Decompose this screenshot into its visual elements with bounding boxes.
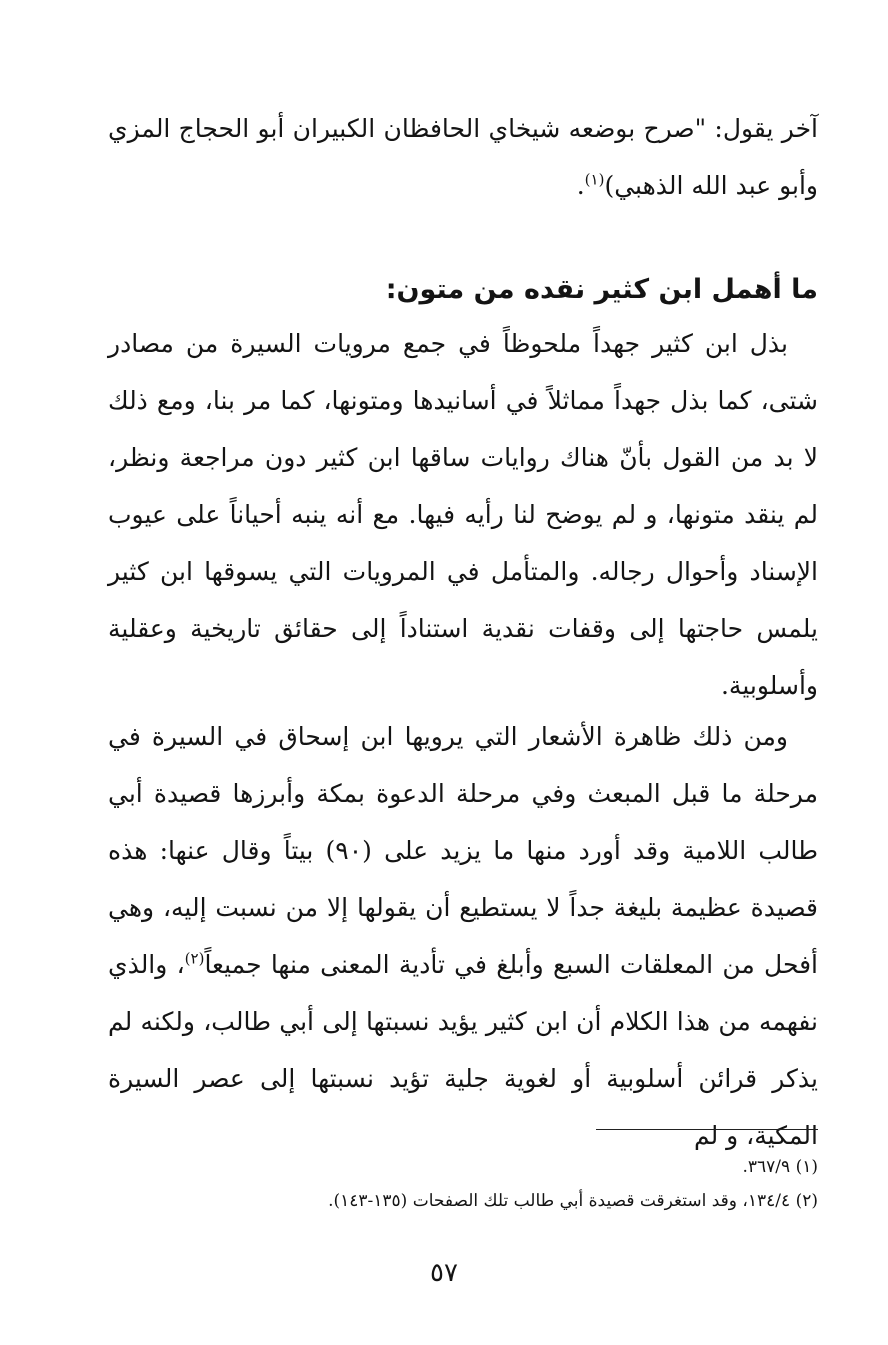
footnote-1: (١) ٣٦٧/٩. <box>742 1157 818 1177</box>
footnote-divider <box>596 1129 818 1130</box>
paragraph-text: آخر يقول: "صرح بوضعه شيخاي الحافظان الكبيران أبو الحجاج المزي وأبو عبد الله الذهبي) <box>108 114 818 200</box>
footnote-2: (٢) ١٣٤/٤، وقد استغرقت قصيدة أبي طالب تلك الصفحات (١٣٥-١٤٣). <box>328 1191 818 1211</box>
section-heading: ما أهمل ابن كثير نقده من متون: <box>385 274 818 306</box>
footnotes <box>108 1150 818 1218</box>
footnote-reference-1: (١) <box>584 170 605 189</box>
paragraph-text-continued: ، والذي نفهمه من هذا الكلام أن ابن كثير يؤيد نسبتها إلى أبي طالب، ولكنه لم يذكر قرائن أسلوبية أو لغوية جلية تؤيد نسبتها إلى عصر السيرة المكية، و لم <box>108 950 818 1150</box>
footnote-reference-2: (٢) <box>184 949 205 968</box>
paragraph-section-intro <box>108 315 818 714</box>
page-number: ٥٧ <box>430 1258 458 1288</box>
paragraph-end-mark: . <box>576 171 585 200</box>
paragraph-text: بذل ابن كثير جهداً ملحوظاً في جمع مرويات السيرة من مصادر شتى، كما بذل جهداً مماثلاً في أسانيدها ومتونها، كما مر بنا، ومع ذلك لا بد من القول بأنّ هناك روايات ساقها ابن كثير دون مراجعة ونظر، لم ينقد متونها، و لم يوضح لنا رأيه فيها. مع أنه ينبه أحياناً على عيوب الإسناد وأحوال رجاله. والمتأمل في المرويات التي يسوقها ابن كثير يلمس حاجتها إلى وقفات نقدية استناداً إلى حقائق تاريخية وعقلية وأسلوبية. <box>108 329 819 700</box>
paragraph-poetry-discussion <box>108 708 818 1164</box>
paragraph-text: ومن ذلك ظاهرة الأشعار التي يرويها ابن إسحاق في السيرة في مرحلة ما قبل المبعث وفي مرحلة الدعوة بمكة وأبرزها قصيدة أبي طالب اللامية وقد أورد منها ما يزيد على (٩٠) بيتاً وقال عنها: هذه قصيدة عظيمة بليغة جداً لا يستطيع أن يقولها إلا من نسبت إليه، وهي أفحل من المعلقات السبع وأبلغ في تأدية المعنى منها جميعاً <box>108 722 819 979</box>
paragraph-quote-continuation <box>108 100 818 214</box>
